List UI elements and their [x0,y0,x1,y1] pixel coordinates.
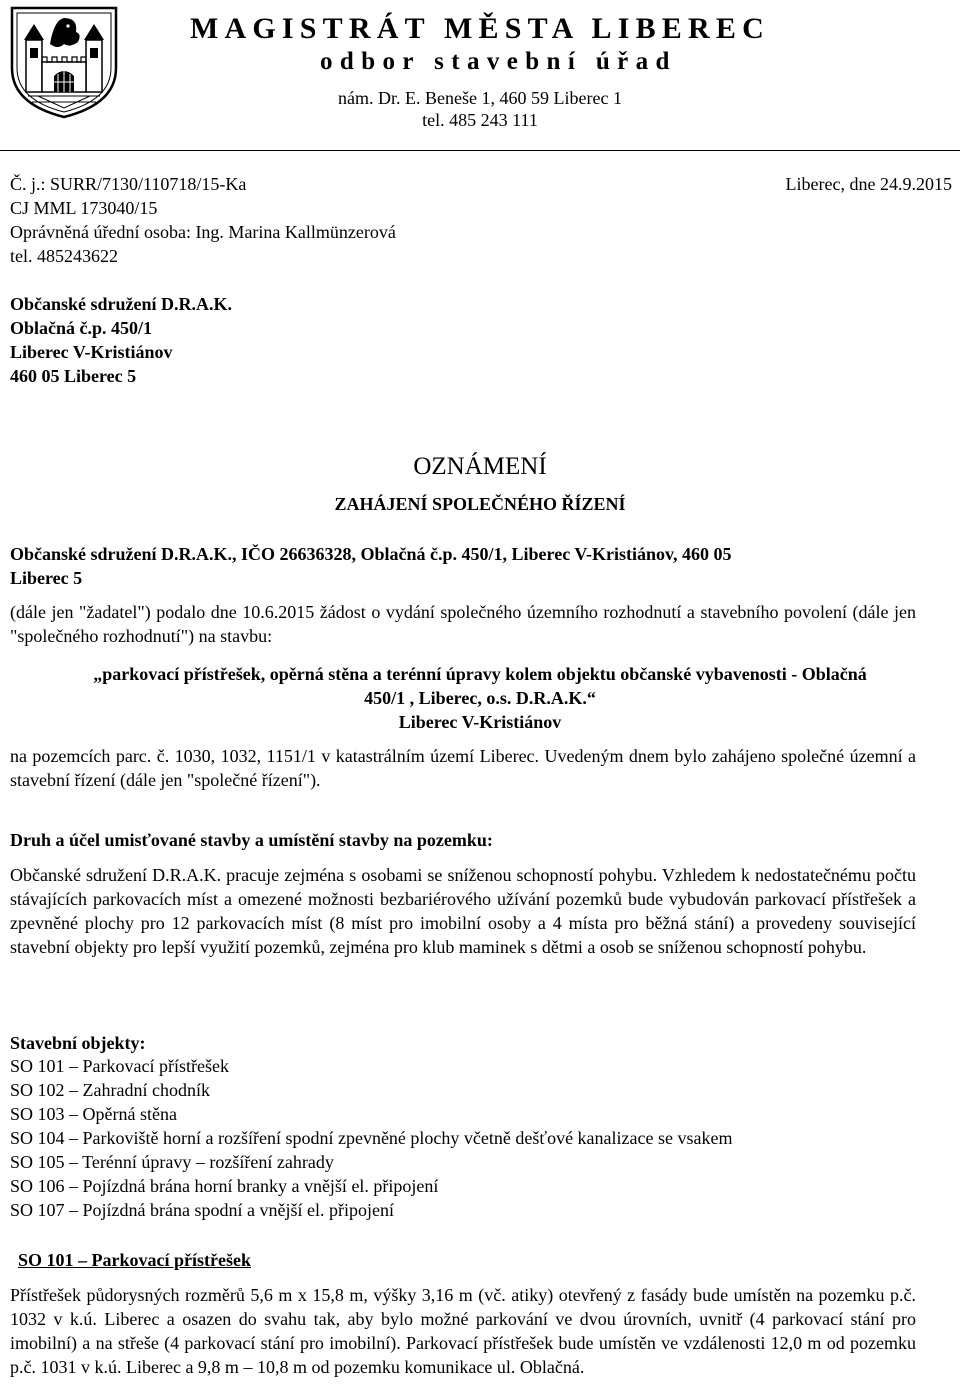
purpose-paragraph: Občanské sdružení D.R.A.K. pracuje zejména s osobami se sníženou schopností pohybu. Vzhledem k nedostatečnému počtu stávajících parkovacích míst a omezené možnosti bezbariérového užívání pozemků bude vybudován parkovací přístřešek a zpevněné plochy pro 12 parkovacích míst (8 míst pro imobilní osoby a 4 místa pro běžná stání) a provedeny související stavební objekty pro lepší využití pozemků, zejména pro klub maminek s dětmi a osob se sníženou schopností pohybu. [10,865,916,957]
applicant-line-1: Občanské sdružení D.R.A.K., IČO 26636328, Oblačná č.p. 450/1, Liberec V-Kristiánov, 460 05 [10,544,732,564]
project-line-2: 450/1 , Liberec, o.s. D.R.A.K.“ [364,688,596,708]
list-item: SO 106 – Pojízdná brána horní branky a vnější el. připojení [10,1176,439,1196]
so101-heading: SO 101 – Parkovací přístřešek [18,1250,251,1270]
list-item: SO 103 – Opěrná stěna [10,1104,177,1124]
header-organization: MAGISTRÁT MĚSTA LIBEREC [190,12,770,45]
addressee-name: Občanské sdružení D.R.A.K. [10,294,233,314]
parcels-paragraph: na pozemcích parc. č. 1030, 1032, 1151/1 v katastrálním území Liberec. Uvedeným dnem bylo zahájeno společné územní a stavební řízení (dále jen "společné řízení"). [10,746,916,790]
so101-paragraph: Přístřešek půdorysných rozměrů 5,6 m x 15,8 m, výšky 3,16 m (vč. atiky) otevřený z fasády bude umístěn na pozemku p.č. 1032 v k.ú. Liberec a osazen do svahu tak, aby bylo možné parkování ve dvou úrovních, uvnitř (4 parkovací stání pro imobilní) a na střeše (4 parkovací stání pro imobilní). Parkovací přístřešek bude umístěn ve vzdálenosti 12,0 m od pozemku p.č. 1031 v k.ú. Liberec a 9,8 m – 10,8 m od pozemku komunikace ul. Oblačná. [10,1285,916,1377]
notice-subtitle: ZAHÁJENÍ SPOLEČNÉHO ŘÍZENÍ [334,494,626,514]
header-divider [0,150,960,151]
list-item: SO 107 – Pojízdná brána spodní a vnější el. připojení [10,1200,394,1220]
addressee-street: Oblačná č.p. 450/1 [10,318,153,338]
header-address: nám. Dr. E. Beneše 1, 460 59 Liberec 1 [338,88,622,108]
project-line-3: Liberec V-Kristiánov [398,712,562,732]
list-item: SO 104 – Parkoviště horní a rozšíření spodní zpevněné plochy včetně dešťové kanalizace se vsakem [10,1128,733,1148]
cj-number: CJ MML 173040/15 [10,198,158,218]
responsible-official: Oprávněná úřední osoba: Ing. Marina Kallmünzerová [10,222,396,242]
objects-heading: Stavební objekty: [10,1033,146,1053]
applicant-line-2: Liberec 5 [10,568,83,588]
purpose-heading: Druh a účel umisťované stavby a umístění stavby na pozemku: [10,830,493,850]
objects-list [10,1054,732,1222]
notice-title: OZNÁMENÍ [413,453,547,480]
addressee-district: Liberec V-Kristiánov [10,342,173,362]
request-paragraph: (dále jen "žadatel") podalo dne 10.6.2015 žádost o vydání společného územního rozhodnutí a stavebního povolení (dále jen "společného rozhodnutí") na stavbu: [10,602,916,646]
list-item: SO 105 – Terénní úpravy – rozšíření zahrady [10,1152,334,1172]
project-line-1: „parkovací přístřešek, opěrná stěna a terénní úpravy kolem objektu občanské vybavenosti - Oblačná [93,664,867,684]
list-item: SO 101 – Parkovací přístřešek [10,1056,229,1076]
list-item: SO 102 – Zahradní chodník [10,1080,210,1100]
reference-number: Č. j.: SURR/7130/110718/15-Ka [10,174,247,194]
addressee-city: 460 05 Liberec 5 [10,366,137,386]
official-phone: tel. 485243622 [10,246,118,266]
document-date: Liberec, dne 24.9.2015 [785,174,952,194]
header-department: odbor stavební úřad [320,48,677,75]
header-phone: tel. 485 243 111 [422,110,538,130]
